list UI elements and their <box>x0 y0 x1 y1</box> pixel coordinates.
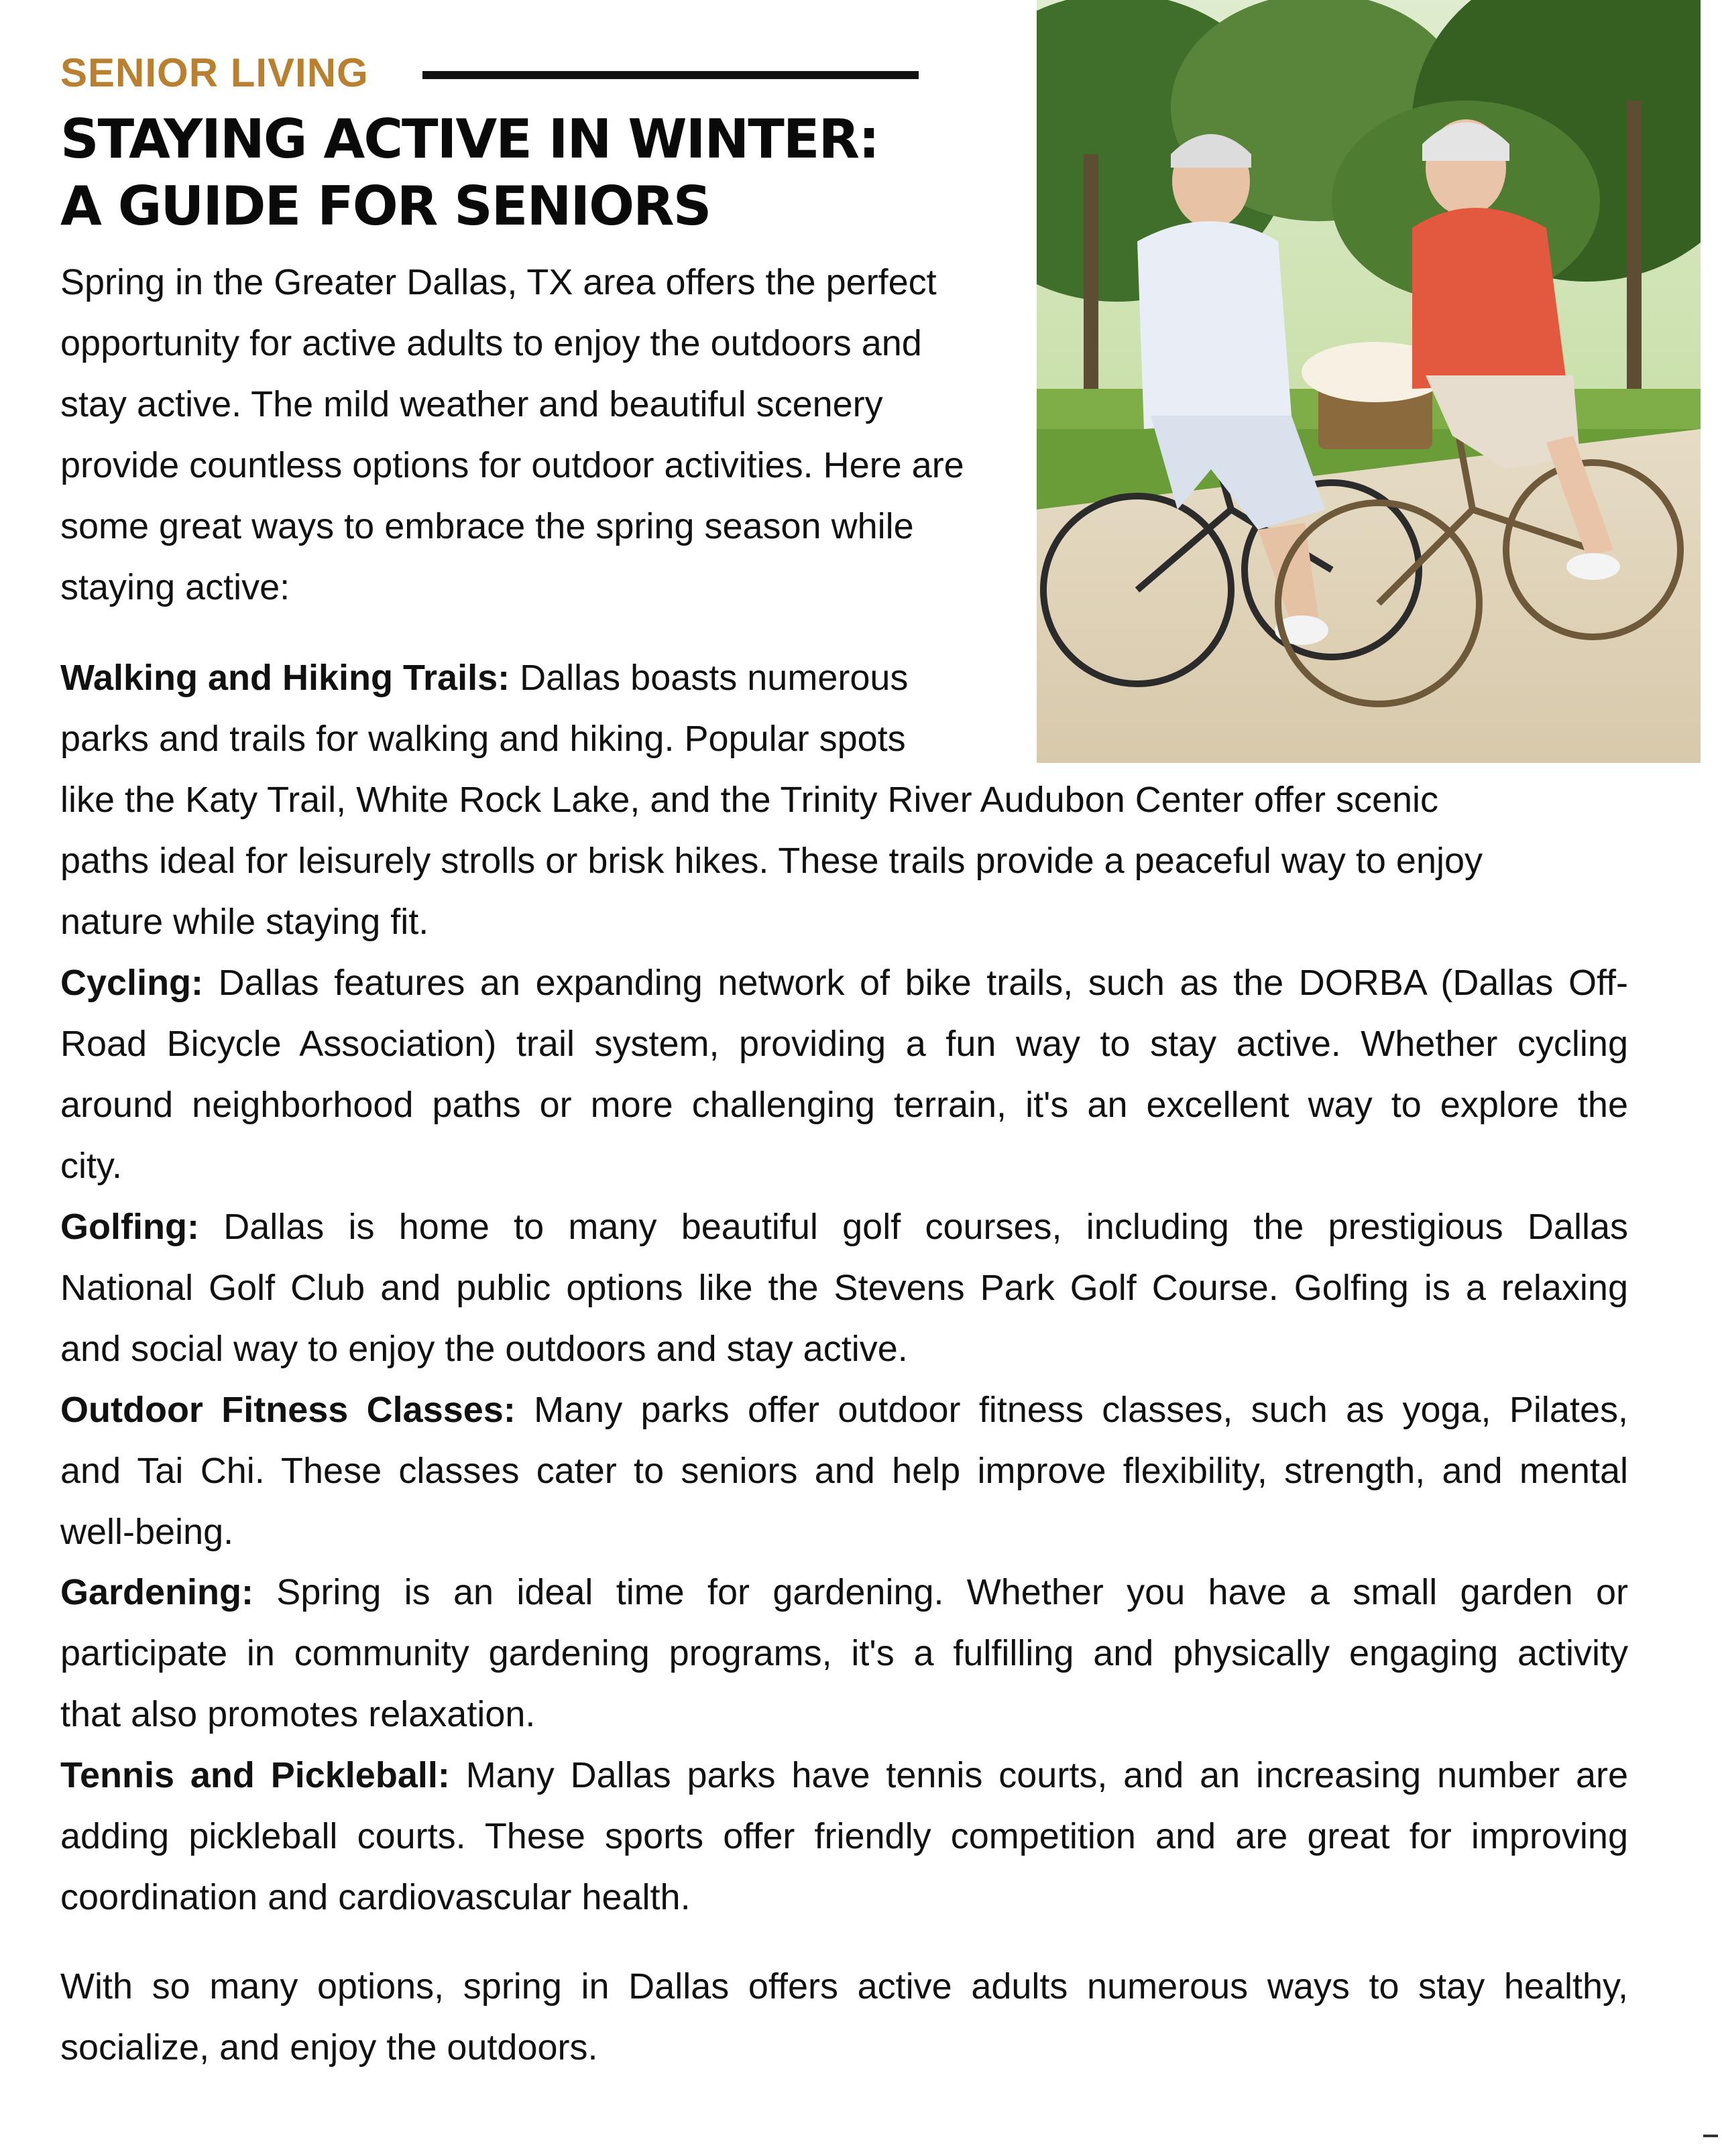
section-label: Tennis and Pickleball: <box>60 1755 450 1795</box>
intro-line: stay active. The mild weather and beautiful scenery <box>60 384 883 424</box>
section-line: participate in community gardening programs, it's a fulfilling and physically engaging activity <box>60 1633 1628 1673</box>
section-walking <box>60 648 1628 953</box>
section-line: coordination and cardiovascular health. <box>60 1877 691 1917</box>
section-line: paths ideal for leisurely strolls or brisk hikes. These trails provide a peaceful way to enjoy <box>60 841 1483 881</box>
page-edge-mark <box>1703 2135 1718 2137</box>
section-text: Dallas features an expanding network of bike trails, such as the DORBA (Dallas Off- <box>203 963 1628 1003</box>
section-cycling <box>60 953 1628 1197</box>
section-label: Walking and Hiking Trails: <box>60 658 510 698</box>
intro-line: some great ways to embrace the spring season while <box>60 506 914 546</box>
section-line: Road Bicycle Association) trail system, providing a fun way to stay active. Whether cycling <box>60 1024 1628 1064</box>
closing-paragraph <box>60 1956 1628 2078</box>
intro-line: staying active: <box>60 567 290 607</box>
section-line: that also promotes relaxation. <box>60 1694 536 1734</box>
intro-line: Spring in the Greater Dallas, TX area offers the perfect <box>60 262 937 302</box>
section-line: and Tai Chi. These classes cater to seniors and help improve flexibility, strength, and mental <box>60 1451 1628 1491</box>
page-title-line-1: STAYING ACTIVE IN WINTER: <box>60 108 879 170</box>
section-line: and social way to enjoy the outdoors and stay active. <box>60 1329 908 1369</box>
section-text: Spring is an ideal time for gardening. Whether you have a small garden or <box>253 1572 1628 1612</box>
section-line: city. <box>60 1146 122 1186</box>
section-line: well-being. <box>60 1512 234 1552</box>
section-label: Golfing: <box>60 1207 199 1247</box>
page-title <box>60 106 999 240</box>
intro-line: provide countless options for outdoor activities. Here are <box>60 445 964 485</box>
section-label: Gardening: <box>60 1572 254 1612</box>
section-line: around neighborhood paths or more challenging terrain, it's an excellent way to explore the <box>60 1085 1628 1125</box>
section-gardening <box>60 1562 1628 1745</box>
intro-line: opportunity for active adults to enjoy the outdoors and <box>60 323 922 363</box>
intro-paragraph <box>60 252 1039 618</box>
section-line: parks and trails for walking and hiking. Popular spots <box>60 719 906 759</box>
kicker-label: SENIOR LIVING <box>60 50 369 95</box>
section-text: Many Dallas parks have tennis courts, and an increasing number are <box>449 1755 1628 1795</box>
section-line: nature while staying fit. <box>60 902 429 942</box>
section-line: adding pickleball courts. These sports offer friendly competition and are great for improving <box>60 1816 1628 1856</box>
section-text: Many parks offer outdoor fitness classes, such as yoga, Pilates, <box>515 1390 1628 1430</box>
section-text: Dallas boasts numerous <box>510 658 909 698</box>
page-title-line-2: A GUIDE FOR SENIORS <box>60 175 711 237</box>
section-kicker <box>60 43 865 97</box>
section-tennis <box>60 1745 1628 1928</box>
section-fitness <box>60 1380 1628 1563</box>
closing-line: socialize, and enjoy the outdoors. <box>60 2027 598 2068</box>
section-text: Dallas is home to many beautiful golf courses, including the prestigious Dallas <box>198 1207 1628 1247</box>
section-golfing <box>60 1197 1628 1380</box>
kicker-rule <box>422 71 919 79</box>
closing-line: With so many options, spring in Dallas offers active adults numerous ways to stay healthy, <box>60 1966 1628 2007</box>
section-label: Outdoor Fitness Classes: <box>60 1390 516 1430</box>
section-line: like the Katy Trail, White Rock Lake, and the Trinity River Audubon Center offer scenic <box>60 780 1439 820</box>
section-line: National Golf Club and public options like the Stevens Park Golf Course. Golfing is a relaxing <box>60 1268 1628 1308</box>
section-label: Cycling: <box>60 963 204 1003</box>
